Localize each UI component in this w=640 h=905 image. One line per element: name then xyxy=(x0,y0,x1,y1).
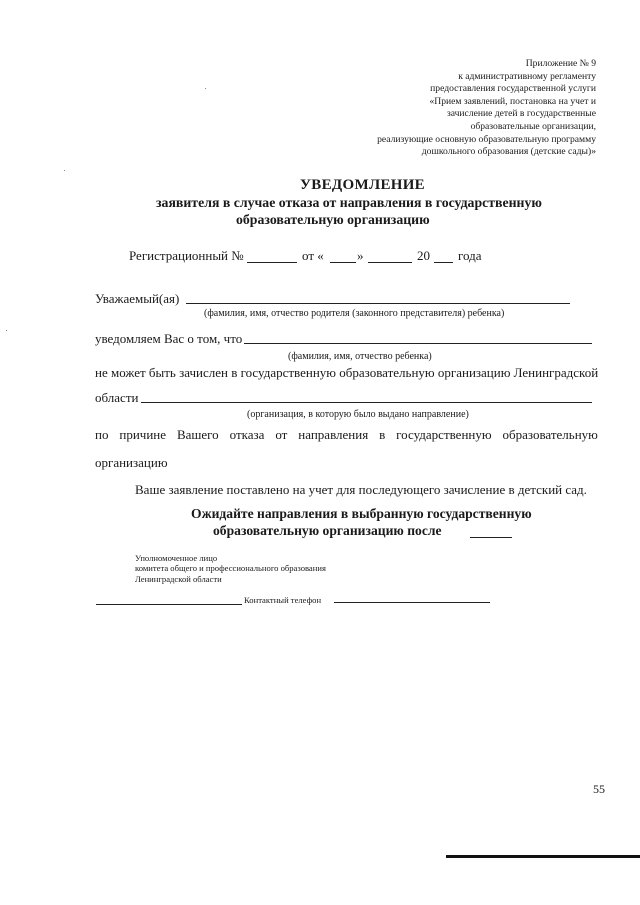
reason-line1 xyxy=(95,427,598,443)
parent-name-caption: (фамилия, имя, отчество родителя (законного представителя) ребенка) xyxy=(204,308,505,319)
header-line: к административному регламенту xyxy=(458,70,596,82)
phone-field xyxy=(334,602,490,603)
registration-year-prefix: 20 xyxy=(417,248,430,263)
reason-word: причине xyxy=(119,427,167,442)
scan-speck xyxy=(205,88,206,89)
header-line: Приложение № 9 xyxy=(525,58,596,69)
cannot-enroll-text: не может быть зачислен в государственную образовательную организацию Ленинградской xyxy=(95,365,599,380)
region-label: области xyxy=(95,390,139,405)
child-name-field xyxy=(244,343,592,344)
reason-word: отказа xyxy=(229,427,265,442)
official-line: Уполномоченное лицо xyxy=(135,553,218,563)
reason-word: от xyxy=(275,427,288,442)
header-line: образовательные организации, xyxy=(470,120,596,132)
document-title: УВЕДОМЛЕНИЕ xyxy=(300,177,425,193)
header-line: дошкольного образования (детские сады)» xyxy=(421,146,596,158)
registration-label: Регистрационный № xyxy=(129,248,244,263)
reason-word: направления xyxy=(298,427,369,442)
page-number: 55 xyxy=(593,782,605,796)
reason-word: образовательную xyxy=(502,427,598,442)
scan-speck xyxy=(64,170,65,171)
appendix-header xyxy=(377,58,596,159)
reason-line2: организацию xyxy=(95,455,168,470)
await-date-field xyxy=(470,537,512,538)
document-subtitle-line1: заявителя в случае отказа от направления в государственную xyxy=(156,195,542,210)
reason-word: в xyxy=(379,427,386,442)
document-subtitle-line2: образовательную организацию xyxy=(236,212,430,227)
signature-field xyxy=(96,604,242,605)
await-line2: образовательную организацию после xyxy=(213,523,442,538)
official-line: Ленинградской области xyxy=(135,574,222,584)
await-line1: Ожидайте направления в выбранную государственную xyxy=(191,506,532,521)
header-line: зачисление детей в государственные xyxy=(446,108,596,120)
header-line: предоставления государственной услуги xyxy=(430,83,596,95)
dear-label: Уважаемый(ая) xyxy=(95,291,180,306)
registration-month-field xyxy=(368,262,412,263)
organization-field xyxy=(141,402,592,403)
header-line: реализующие основную образовательную программу xyxy=(377,133,596,145)
child-name-caption: (фамилия, имя, отчество ребенка) xyxy=(288,351,432,362)
registration-day-field xyxy=(330,262,356,263)
phone-label: Контактный телефон xyxy=(244,595,322,605)
registration-year-suffix: года xyxy=(458,248,482,263)
reason-word: Вашего xyxy=(176,427,219,442)
header-line: «Прием заявлений, постановка на учет и xyxy=(429,95,596,107)
reason-word: по xyxy=(95,427,109,442)
registration-year-field xyxy=(434,262,453,263)
scan-edge-line xyxy=(446,855,640,858)
registration-quote-close: » xyxy=(357,248,364,263)
scan-speck xyxy=(6,330,7,331)
registration-from: от « xyxy=(302,248,324,263)
reason-word: государственную xyxy=(396,427,492,442)
registration-number-field xyxy=(247,262,297,263)
organization-caption: (организация, в которую было выдано направление) xyxy=(247,409,469,420)
notify-label: уведомляем Вас о том, что xyxy=(95,331,243,346)
parent-name-field xyxy=(186,303,570,304)
queue-text: Ваше заявление поставлено на учет для последующего зачисление в детский сад. xyxy=(135,482,587,497)
official-line: комитета общего и профессионального образования xyxy=(135,563,326,573)
